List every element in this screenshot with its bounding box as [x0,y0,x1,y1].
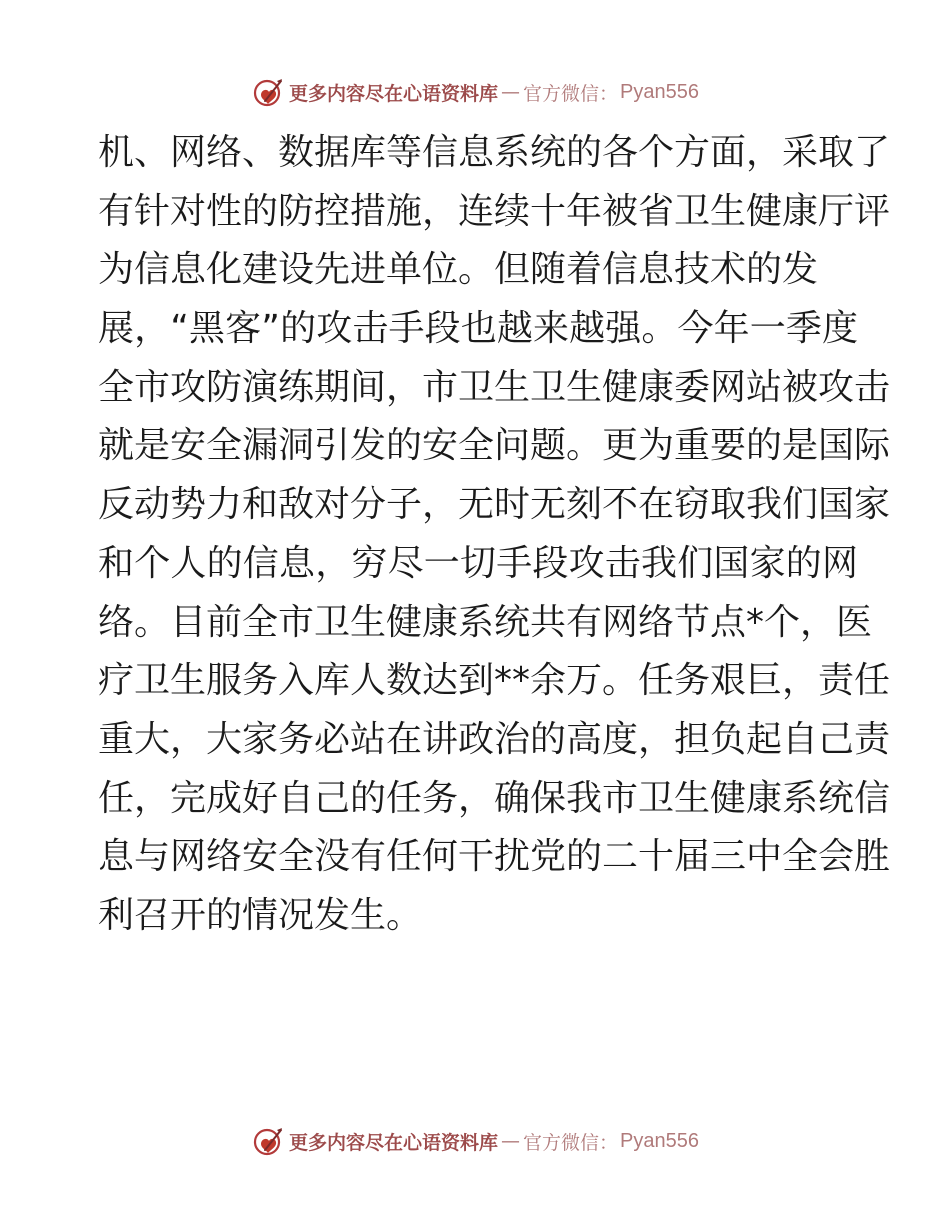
body-line: 就是安全漏洞引发的安全问题。更为重要的是国际 [98,425,891,467]
footer-banner [0,1121,950,1161]
body-line: 利召开的情况发生。 [98,894,423,936]
footer-wechat-handle: Pyan556 [620,1129,699,1152]
body-text [98,124,891,946]
body-line: 展，“黑客”的攻击手段也越来越强。今年一季度 [98,308,858,350]
body-line: 疗卫生服务入库人数达到**余万。任务艰巨，责任 [98,660,891,702]
header-banner [0,72,950,112]
body-line: 反动势力和敌对分子，无时无刻不在窃取我们国家 [98,484,891,526]
header-wechat-handle: Pyan556 [620,80,699,103]
body-line: 络。目前全市卫生健康系统共有网络节点*个，医 [98,601,873,643]
body-line: 机、网络、数据库等信息系统的各个方面，采取了 [98,132,891,173]
footer-banner-dash: — [501,1130,521,1152]
header-banner-dash: — [501,81,521,103]
heart-quill-logo-icon [251,75,285,109]
header-banner-text: 更多内容尽在心语资料库 [289,82,499,105]
body-line: 有针对性的防控措施，连续十年被省卫生健康厅评 [98,190,891,232]
body-line: 任，完成好自己的任务，确保我市卫生健康系统信 [98,777,891,819]
footer-wechat-label: 官方微信： [523,1131,619,1154]
body-line: 为信息化建设先进单位。但随着信息技术的发 [98,249,819,291]
heart-quill-logo-icon [251,1124,285,1158]
footer-banner-text: 更多内容尽在心语资料库 [289,1131,499,1154]
body-line: 全市攻防演练期间，市卫生卫生健康委网站被攻击 [98,366,891,408]
body-line: 和个人的信息，穷尽一切手段攻击我们国家的网 [98,542,858,584]
header-wechat-label: 官方微信： [523,82,619,105]
body-line: 息与网络安全没有任何干扰党的二十届三中全会胜 [98,836,891,878]
body-line: 重大，大家务必站在讲政治的高度，担负起自己责 [98,718,891,760]
